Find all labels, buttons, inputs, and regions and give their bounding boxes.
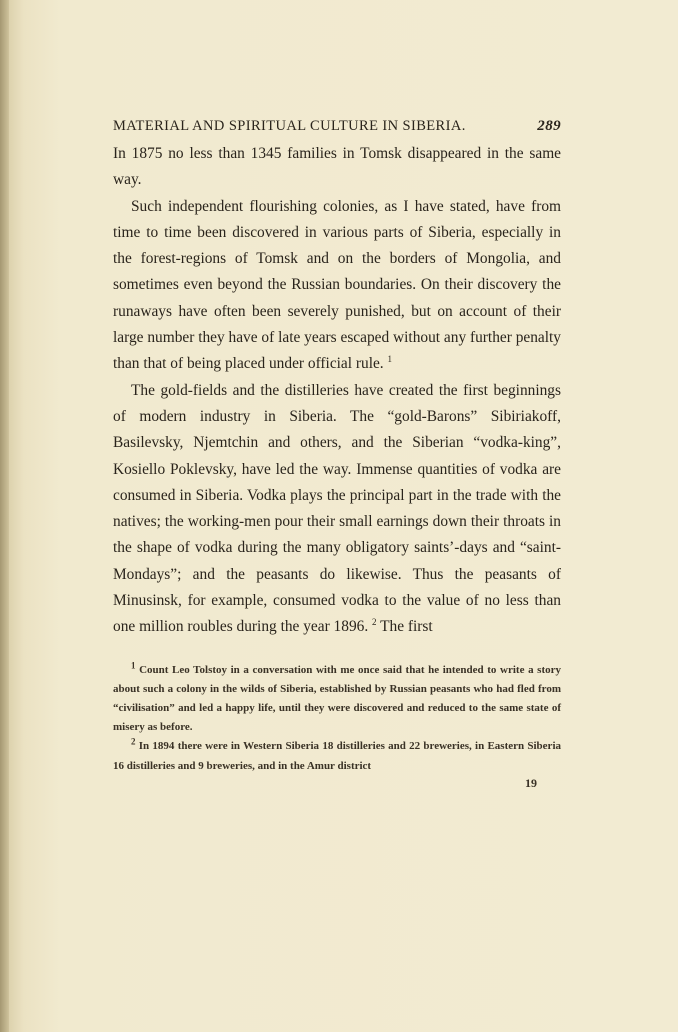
footnotes [113,661,561,776]
paragraph-1: In 1875 no less than 1345 families in Tomsk disappeared in the same way. [113,145,561,189]
footnote-marker-1: 1 [387,354,393,365]
running-title: MATERIAL AND SPIRITUAL CULTURE IN SIBERIA. [113,118,466,134]
page-gutter [0,0,9,1032]
footnote-1: $^1$ Count Leo Tolstoy in a conversation with me once said that he intended to write a story about such a colony in the wilds of Siberia, established by Russian peasants who had fled from “civilisation” and led a happy life, until they were discovered and reduced to the same state of misery as before. [113,659,561,734]
footnote-marker-2: 2 [372,617,377,628]
running-head [113,118,561,135]
signature-mark: 19 [525,775,537,790]
page-number: 289 [537,118,561,134]
body-text [113,141,561,641]
paragraph-2: Such independent flourishing colonies, as I have stated, have from time to time been discovered in various parts of Siberia, especially in the forest-regions of Tomsk and on the borders of Mongolia, and sometimes even beyond the Russian boundaries. On their discovery the runaways have often been severely punished, but on account of their large number they have of late years escaped without any further penalty than that of being placed under official rule. $^1$ [113,197,562,373]
paragraph-3: The gold-fields and the distilleries have created the first beginnings of modern industry in Siberia. The “gold-Barons” Sibiriakoff, Basilevsky, Njemtchin and others, and the Siberian “vodka-king”, Kosiello Poklevsky, have led the way. Immense quantities of vodka are consumed in Siberia. Vodka plays the principal part in the trade with the natives; the working-men pour their small earnings down their throats in the shape of vodka during the many obligatory saints’-days and “saint-Mondays”; and the peasants do likewise. Thus the peasants of Minusinsk, for example, consumed vodka to the value of no less than one million roubles during the year 1896. $^2$ The first [113,381,561,636]
page-content [113,118,561,791]
footnote-2: $^2$ In 1894 there were in Western Siberia 18 distilleries and 22 breweries, in Eastern Siberia 16 distilleries and 9 breweries, and in the Amur district [113,736,561,772]
